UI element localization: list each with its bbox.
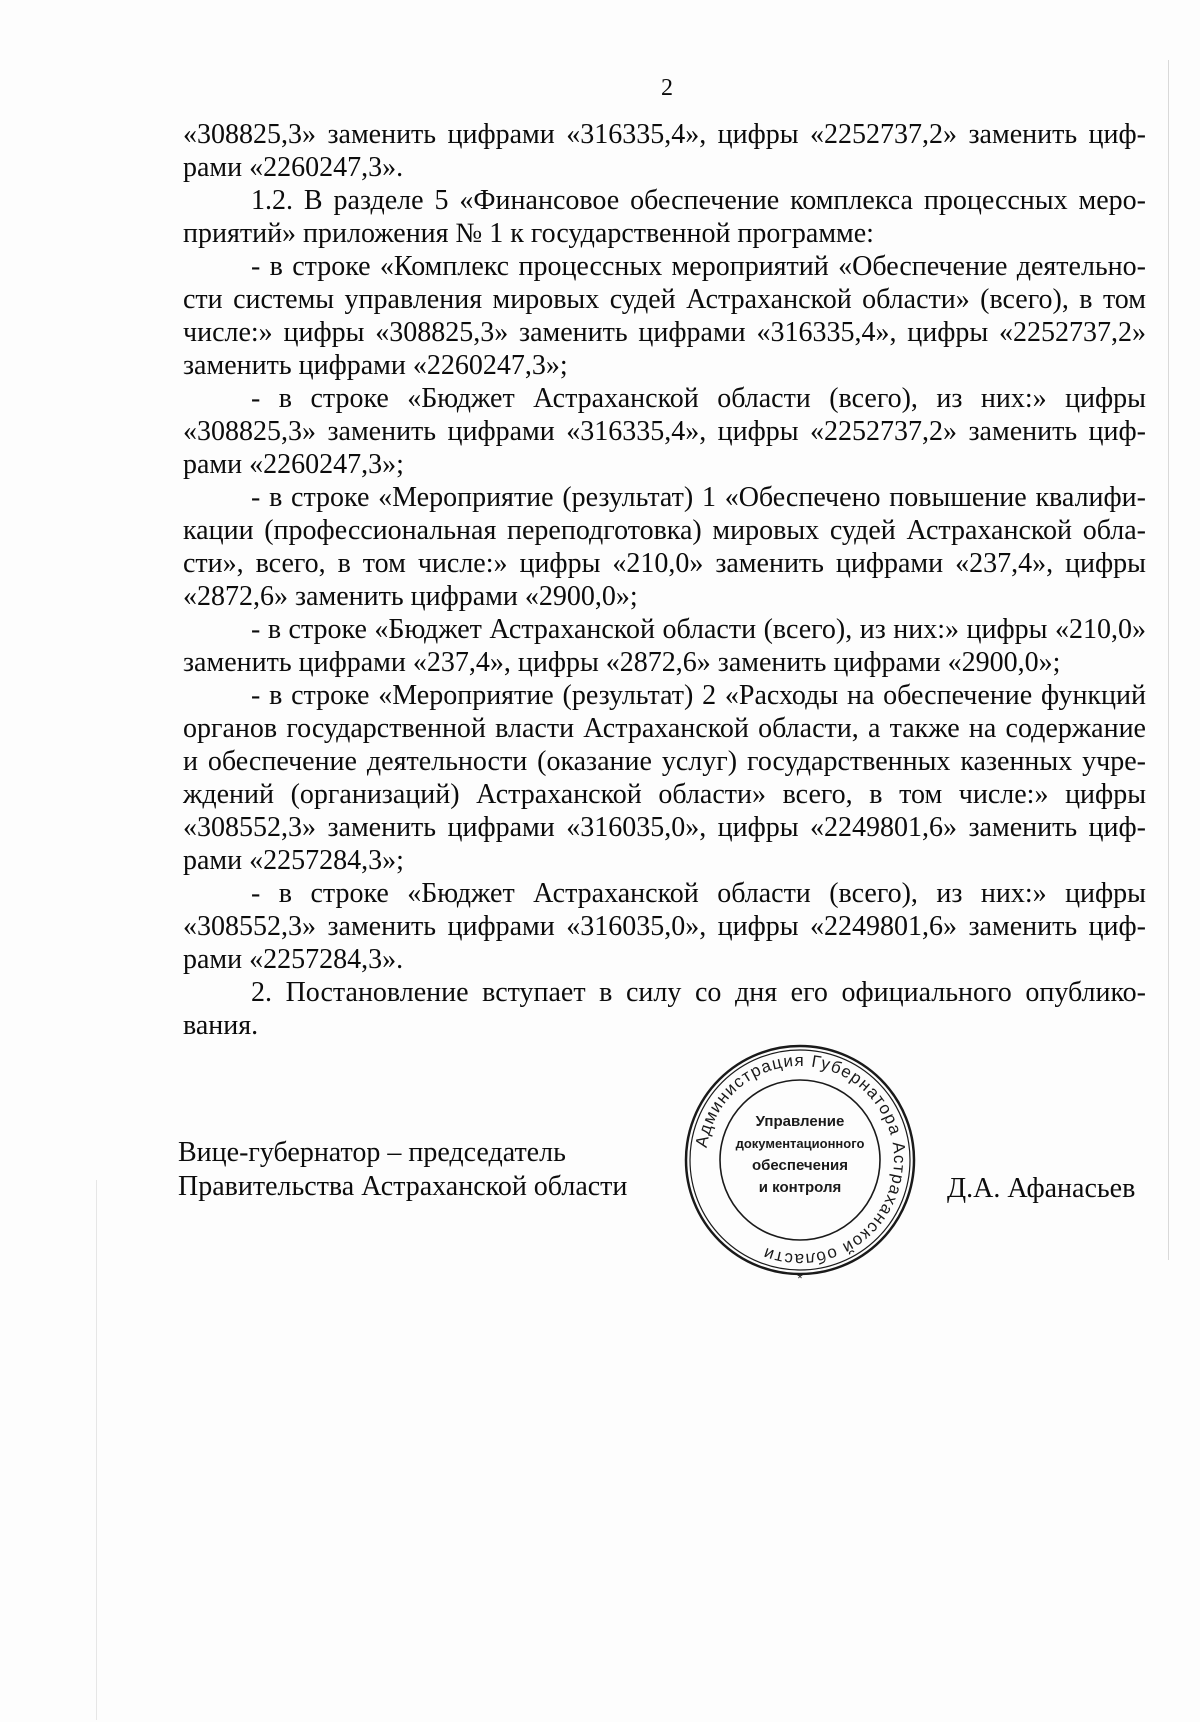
paragraph-item: - в строке «Мероприятие (результат) 2 «Расходы на обеспечение функций органов государственной власти Астраханской области, а также на содержание и обеспечение деятельности (оказание услуг) государственных казенных учреждений (организаций) Астраханской области» всего, в том числе:» цифры «308552,3» заменить цифрами «316035,0», цифры «2249801,6» заменить цифрами «2257284,3»; (183, 680, 1146, 876)
scan-artifact-line (1168, 60, 1169, 1260)
seal-center-line: обеспечения (751, 1157, 849, 1174)
paragraph-item: - в строке «Бюджет Астраханской области (всего), из них:» цифры «308825,3» заменить цифрами «316335,4», цифры «2252737,2» заменить цифрами «2260247,3»; (183, 383, 1146, 480)
seal-center-line: документационного (735, 1136, 865, 1151)
seal-star: * (797, 1270, 803, 1280)
paragraph-section-2: 2. Постановление вступает в силу со дня его официального опубликования. (183, 977, 1146, 1041)
seal-ring-text: Администрация Губернатора Астраханской области (691, 1050, 910, 1270)
paragraph-item: - в строке «Комплекс процессных мероприятий «Обеспечение деятельности системы управления мировых судей Астраханской области» (всего), в том числе:» цифры «308825,3» заменить цифрами «316335,4», цифры «2252737,2» заменить цифрами «2260247,3»; (183, 251, 1146, 381)
paragraph-continuation: «308825,3» заменить цифрами «316335,4», цифры «2252737,2» заменить цифрами «2260247,3». (183, 119, 1146, 183)
paragraph-item: - в строке «Бюджет Астраханской области (всего), из них:» цифры «308552,3» заменить цифрами «316035,0», цифры «2249801,6» заменить цифрами «2257284,3». (183, 878, 1146, 975)
page-number: 2 (661, 75, 673, 101)
paragraph-section-1-2: 1.2. В разделе 5 «Финансовое обеспечение комплекса процессных мероприятий» приложения № 1 к государственной программе: (183, 185, 1146, 249)
signer-position (178, 1136, 698, 1204)
signer-position-line: Вице-губернатор – председатель (178, 1137, 566, 1168)
paragraph-item: - в строке «Бюджет Астраханской области (всего), из них:» цифры «210,0» заменить цифрами «237,4», цифры «2872,6» заменить цифрами «2900,0»; (183, 614, 1146, 678)
signer-position-line: Правительства Астраханской области (178, 1171, 628, 1202)
paragraph-item: - в строке «Мероприятие (результат) 1 «Обеспечено повышение квалификации (профессиональная переподготовка) мировых судей Астраханской области», всего, в том числе:» цифры «210,0» заменить цифрами «237,4», цифры «2872,6» заменить цифрами «2900,0»; (183, 482, 1146, 612)
seal-center-line: Управление (755, 1113, 845, 1130)
body-text (183, 118, 1146, 1042)
signer-name: Д.А. Афанасьев (947, 1173, 1136, 1204)
official-seal (680, 1040, 920, 1280)
seal-stamp-icon (680, 1040, 920, 1280)
scan-artifact-line (96, 1180, 97, 1720)
seal-center-line: и контроля (758, 1179, 842, 1196)
